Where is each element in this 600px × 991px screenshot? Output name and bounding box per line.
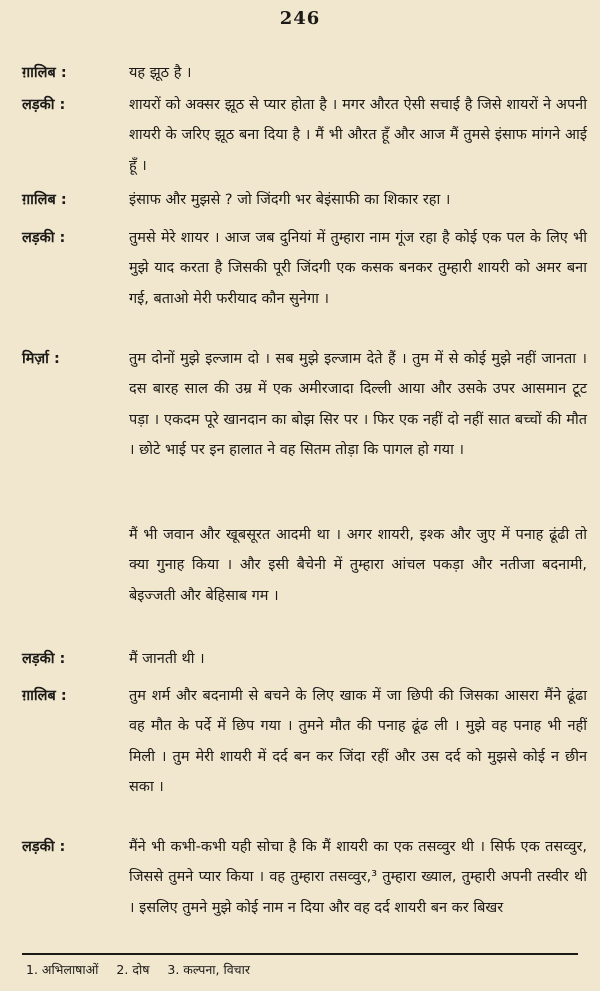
dialogue-text: इंसाफ और मुझसे ? जो जिंदगी भर बेइंसाफी का शिकार रहा । xyxy=(129,192,451,208)
dialogue-text: तुम दोनों मुझे इल्जाम दो । सब मुझे इल्जाम देते हैं । तुम में से कोई मुझे नहीं जानता । दस बारह साल की उम्र में एक अमीरजादा दिल्ली आया और उसके उपर आसमान टूट पड़ा । एकदम पूरे खानदान का बोझ सिर पर । फिर एक नहीं दो नहीं सात बच्चों की मौत । छोटे भाई पर इन हालात ने वह सितम तोड़ा कि पागल हो गया । xyxy=(129,351,587,458)
page-number: 246 xyxy=(279,8,321,29)
speaker-label: लड़की : xyxy=(22,97,66,113)
dialogue-text: यह झूठ है । xyxy=(129,65,192,81)
dialogue-text: मैं जानती थी । xyxy=(129,651,205,667)
speaker-label: ग़ालिब : xyxy=(22,192,67,208)
speaker-label: लड़की : xyxy=(22,839,66,855)
speaker-label: लड़की : xyxy=(22,651,66,667)
footnote-divider xyxy=(22,953,578,955)
dialogue-text: शायरों को अक्सर झूठ से प्यार होता है । मगर औरत ऐसी सचाई है जिसे शायरों ने अपनी शायरी के जरिए झूठ बना दिया है । मैं भी औरत हूँ और आज मैं तुमसे इंसाफ मांगने आई हूँ । xyxy=(129,97,587,174)
dialogue-text: तुम शर्म और बदनामी से बचने के लिए खाक में जा छिपी की जिसका आसरा मैंने ढूंढा वह मौत के पर्दे में छिप गया । तुमने मौत की पनाह ढूंढ ली । मुझे वह पनाह भी नहीं मिली । तुम मेरी शायरी में दर्द बन कर जिंदा रहीं और उस दर्द को मुझसे कोई न छीन सका । xyxy=(129,688,587,795)
speaker-label: ग़ालिब : xyxy=(22,688,67,704)
footnote-item: 3. कल्पना, विचार xyxy=(167,962,250,977)
footnote-item: 2. दोष xyxy=(116,962,150,977)
speaker-label: लड़की : xyxy=(22,230,66,246)
speaker-label: मिर्ज़ा : xyxy=(22,351,60,367)
dialogue-text: मैंने भी कभी-कभी यही सोचा है कि मैं शायरी का एक तसव्वुर थी । सिर्फ एक तसव्वुर, जिससे तुमने प्यार किया । वह तुम्हारा तसव्वुर,³ तुम्हारा ख्याल, तुम्हारी अपनी तस्वीर थी । इसलिए तुमने मुझे कोई नाम न दिया और वह दर्द शायरी बन कर बिखर xyxy=(129,839,587,916)
footnotes xyxy=(26,960,264,980)
footnote-item: 1. अभिलाषाओं xyxy=(26,962,99,977)
speaker-label: ग़ालिब : xyxy=(22,65,67,81)
dialogue-text: तुमसे मेरे शायर । आज जब दुनियां में तुम्हारा नाम गूंज रहा है कोई एक पल के लिए भी मुझे याद करता है जिसकी पूरी जिंदगी एक कसक बनकर तुम्हारी शायरी को अमर बना गई, बताओ मेरी फरीयाद कौन सुनेगा । xyxy=(129,230,587,307)
dialogue-text: मैं भी जवान और खूबसूरत आदमी था । अगर शायरी, इश्क और जुए में पनाह ढूंढी तो क्या गुनाह किया । और इसी बैचेनी में तुम्हारा आंचल पकड़ा और नतीजा बदनामी, बेइज्जती और बेहिसाब गम । xyxy=(129,527,587,604)
